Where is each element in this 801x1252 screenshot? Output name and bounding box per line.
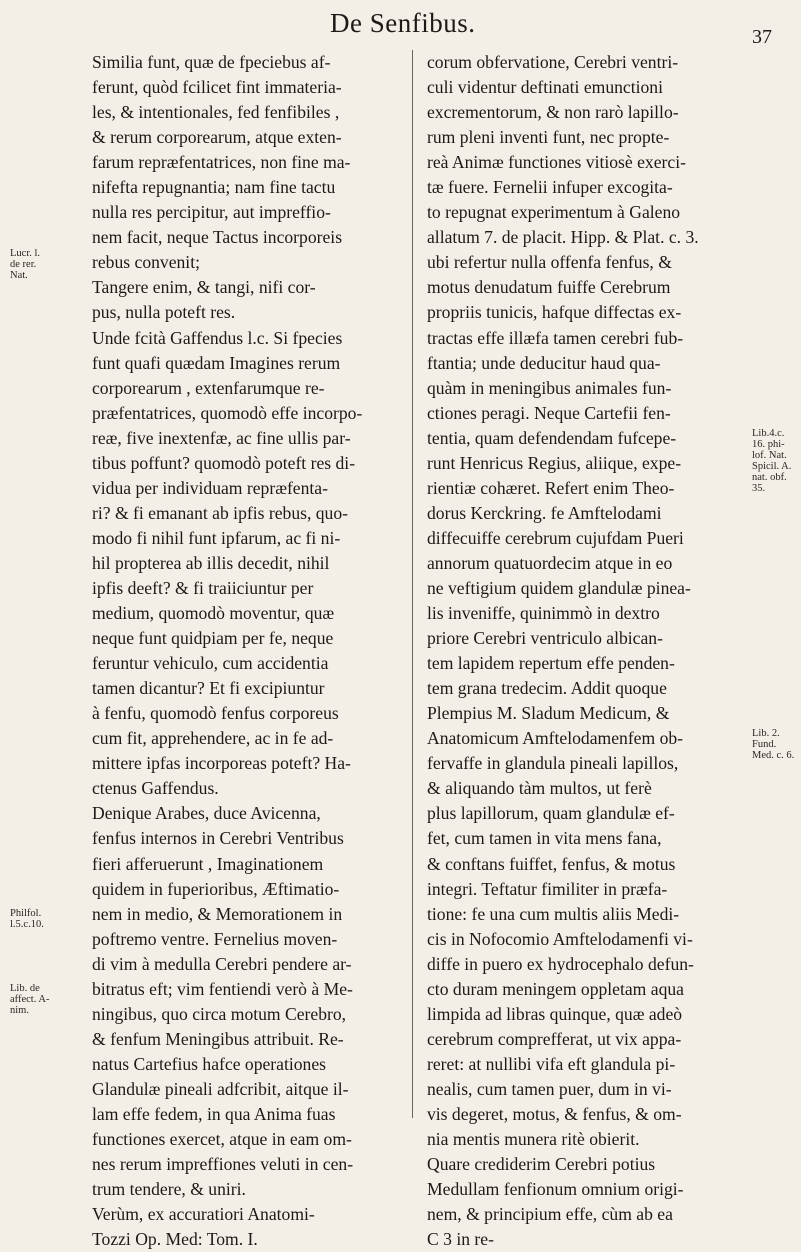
- text-line: & fenfum Meningibus attribuit. Re-: [92, 1028, 344, 1049]
- text-line: tractas effe illæfa tamen cerebri fub-: [427, 327, 684, 348]
- text-line: Plempius M. Sladum Medicum, &: [427, 703, 670, 724]
- text-line: nifefta repugnantia; nam fine tactu: [92, 177, 336, 198]
- text-line: cis in Nofocomio Amftelodamenfi vi-: [427, 928, 693, 949]
- margin-note-line: 35.: [752, 483, 766, 494]
- text-line: allatum 7. de placit. Hipp. & Plat. c. 3.: [427, 227, 699, 248]
- text-line: neque funt quidpiam per fe, neque: [92, 628, 334, 649]
- text-line: feruntur vehiculo, cum accidentia: [92, 653, 329, 674]
- text-line: ctiones peragi. Neque Cartefii fen-: [427, 402, 671, 423]
- text-line: tem lapidem repertum effe penden-: [427, 653, 675, 674]
- text-line: runt Henricus Regius, aliique, expe-: [427, 452, 682, 473]
- text-line: nia mentis munera ritè obierit.: [427, 1129, 640, 1150]
- margin-note-line: 16. phi-: [752, 439, 785, 450]
- text-line: pus, nulla poteft res.: [92, 302, 236, 323]
- text-line: tibus poffunt? quomodò poteft res di-: [92, 452, 356, 473]
- text-line: lam effe fedem, in qua Anima fuas: [92, 1103, 336, 1124]
- text-line: Tozzi Op. Med: Tom. I.: [92, 1229, 258, 1250]
- text-line: quidem in fuperioribus, Æftimatio-: [92, 878, 340, 899]
- text-line: propriis tunicis, hafque diffectas ex-: [427, 302, 682, 323]
- text-line: reret: at nullibi vifa eft glandula pi-: [427, 1053, 676, 1074]
- text-line: corporearum , extenfarumque re-: [92, 377, 325, 398]
- left-column: [92, 50, 403, 1252]
- text-line: farum repræfentatrices, non fine ma-: [92, 152, 351, 173]
- margin-note-line: Philfol.: [10, 908, 42, 919]
- text-line: limpida ad libras quinque, quæ adeò: [427, 1003, 683, 1024]
- column-divider: [412, 50, 413, 1118]
- text-line: tione: fe una cum multis aliis Medi-: [427, 903, 680, 924]
- text-line: C 3 in re-: [427, 1229, 494, 1250]
- text-line: rientiæ cohæret. Refert enim Theo-: [427, 477, 675, 498]
- text-line: Denique Arabes, duce Avicenna,: [92, 803, 321, 824]
- margin-note-line: nat. obf.: [752, 472, 787, 483]
- text-line: tem grana tredecim. Addit quoque: [427, 678, 667, 699]
- text-line: functiones exercet, atque in eam om-: [92, 1129, 352, 1150]
- margin-note-cartesius: [10, 983, 49, 1016]
- text-line: ferunt, quòd fcilicet fint immateria-: [92, 77, 342, 98]
- text-line: & aliquando tàm multos, ut ferè: [427, 778, 652, 799]
- text-line: diffecuiffe cerebrum cujufdam Pueri: [427, 527, 684, 548]
- text-line: trum tendere, & uniri.: [92, 1179, 246, 1200]
- text-line: quàm in meningibus animales fun-: [427, 377, 672, 398]
- margin-note-fernelius: [10, 908, 44, 930]
- text-line: corum obfervatione, Cerebri ventri-: [427, 52, 679, 72]
- text-line: fervaffe in glandula pineali lapillos,: [427, 753, 679, 774]
- text-line: annorum quatuordecim atque in eo: [427, 552, 673, 573]
- text-line: rebus convenit;: [92, 252, 200, 273]
- text-line: Unde fcità Gaffendus l.c. Si fpecies: [92, 327, 343, 348]
- text-line: cto duram meningem oppletam aqua: [427, 978, 684, 999]
- text-line: ipfis deeft? & fi traiiciuntur per: [92, 577, 314, 598]
- text-line: à fenfu, quomodò fenfus corporeus: [92, 703, 339, 724]
- text-line: fieri afferuerunt , Imaginationem: [92, 853, 324, 874]
- margin-note-line: Lib. de: [10, 983, 40, 994]
- margin-note-line: Med. c. 6.: [752, 750, 795, 761]
- text-line: funt quafi quædam Imagines rerum: [92, 352, 341, 373]
- text-line: ubi refertur nulla offenfa fenfus, &: [427, 252, 672, 273]
- text-line: ftantia; unde deducitur haud qua-: [427, 352, 661, 373]
- text-line: tamen dicantur? Et fi excipiuntur: [92, 678, 325, 699]
- margin-note-line: de rer.: [10, 259, 37, 270]
- text-line: nem facit, neque Tactus incorporeis: [92, 227, 343, 248]
- text-line: Similia funt, quæ de fpeciebus af-: [92, 52, 331, 72]
- text-line: Quare crediderim Cerebri potius: [427, 1154, 656, 1175]
- page-number: 37: [752, 26, 772, 48]
- text-line: Medullam fenfionum omnium origi-: [427, 1179, 684, 1200]
- text-line: vidua per individuam repræfenta-: [92, 477, 328, 498]
- text-line: ningibus, quo circa motum Cerebro,: [92, 1003, 347, 1024]
- text-line: natus Cartefius hafce operationes: [92, 1053, 327, 1074]
- margin-note-line: Spicil. A.: [752, 461, 792, 472]
- text-line: reà Animæ functiones vitiosè exerci-: [427, 152, 686, 173]
- text-line: & conftans fuiffet, fenfus, & motus: [427, 853, 676, 874]
- margin-note-line: affect. A-: [10, 994, 50, 1005]
- text-line: ri? & fi emanant ab ipfis rebus, quo-: [92, 502, 349, 523]
- text-line: nulla res percipitur, aut impreffio-: [92, 202, 331, 223]
- running-header: [0, 8, 801, 48]
- margin-note-line: lof. Nat.: [752, 450, 787, 461]
- text-line: Glandulæ pineali adfcribit, aitque il-: [92, 1078, 349, 1099]
- text-line: mittere ipfas incorporeas poteft? Ha-: [92, 753, 351, 774]
- text-line: rum pleni inventi funt, nec propte-: [427, 127, 670, 148]
- margin-note-lucretius: [10, 248, 40, 281]
- text-line: cerebrum comprefferat, ut vix appa-: [427, 1028, 682, 1049]
- text-line: priore Cerebri ventriculo albican-: [427, 628, 663, 649]
- margin-note-line: Nat.: [10, 270, 28, 281]
- text-line: les, & intentionales, fed fenfibiles ,: [92, 102, 340, 123]
- text-line: integri. Teftatur fimiliter in præfa-: [427, 878, 668, 899]
- text-line: dorus Kerckring. fe Amftelodami: [427, 502, 662, 523]
- text-line: & rerum corporearum, atque exten-: [92, 127, 342, 148]
- text-line: plus lapillorum, quam glandulæ ef-: [427, 803, 675, 824]
- text-line: vis degeret, motus, & fenfus, & om-: [427, 1103, 682, 1124]
- text-line: nem in medio, & Memorationem in: [92, 903, 343, 924]
- page-title: De Senfibus.: [330, 8, 476, 38]
- margin-note-line: Fund.: [752, 739, 777, 750]
- text-line: tæ fuere. Fernelii infuper excogita-: [427, 177, 673, 198]
- margin-note-line: Lucr. l.: [10, 248, 41, 259]
- text-line: fet, cum tamen in vita mens fana,: [427, 828, 662, 849]
- text-line: bitratus eft; vim fentiendi verò à Me-: [92, 978, 353, 999]
- text-line: Anatomicum Amftelodamenfem ob-: [427, 728, 684, 749]
- text-line: cum fit, apprehendere, ac in fe ad-: [92, 728, 334, 749]
- text-line: ne veftigium quidem glandulæ pinea-: [427, 577, 691, 598]
- text-line: modo fi nihil funt ipfarum, ac fi ni-: [92, 527, 341, 548]
- margin-note-line: Lib. 2.: [752, 728, 780, 739]
- margin-note-kerckring: [752, 428, 791, 494]
- text-line: nealis, cum tamen puer, dum in vi-: [427, 1078, 672, 1099]
- text-line: Tangere enim, & tangi, nifi cor-: [92, 277, 316, 298]
- text-line: Verùm, ex accuratiori Anatomi-: [92, 1204, 315, 1225]
- text-line: culi videntur deftinati emunctioni: [427, 77, 663, 98]
- text-line: di vim à medulla Cerebri pendere ar-: [92, 953, 352, 974]
- text-line: lis inveniffe, quinimmò in dextro: [427, 603, 660, 624]
- text-line: medium, quomodò moventur, quæ: [92, 603, 335, 624]
- margin-note-plempius: [752, 728, 794, 761]
- text-line: nem, & principium effe, cùm ab ea: [427, 1204, 673, 1225]
- margin-note-line: nim.: [10, 1005, 29, 1016]
- text-line: diffe in puero ex hydrocephalo defun-: [427, 953, 694, 974]
- right-column: [427, 50, 732, 1252]
- text-line: motus denudatum fuiffe Cerebrum: [427, 277, 671, 298]
- margin-note-line: Lib.4.c.: [752, 428, 785, 439]
- text-line: to repugnat experimentum à Galeno: [427, 202, 681, 223]
- text-line: reæ, five inextenfæ, ac fine ullis par-: [92, 427, 351, 448]
- text-line: poftremo ventre. Fernelius moven-: [92, 928, 338, 949]
- text-line: fenfus internos in Cerebri Ventribus: [92, 828, 344, 849]
- text-line: hil propterea ab illis decedit, nihil: [92, 552, 330, 573]
- margin-note-line: l.5.c.10.: [10, 919, 44, 930]
- text-line: præfentatrices, quomodò effe incorpo-: [92, 402, 363, 423]
- text-line: excrementorum, & non rarò lapillo-: [427, 102, 679, 123]
- text-line: ctenus Gaffendus.: [92, 778, 219, 799]
- text-line: nes rerum impreffiones veluti in cen-: [92, 1154, 354, 1175]
- text-line: tentia, quam defendendam fufcepe-: [427, 427, 677, 448]
